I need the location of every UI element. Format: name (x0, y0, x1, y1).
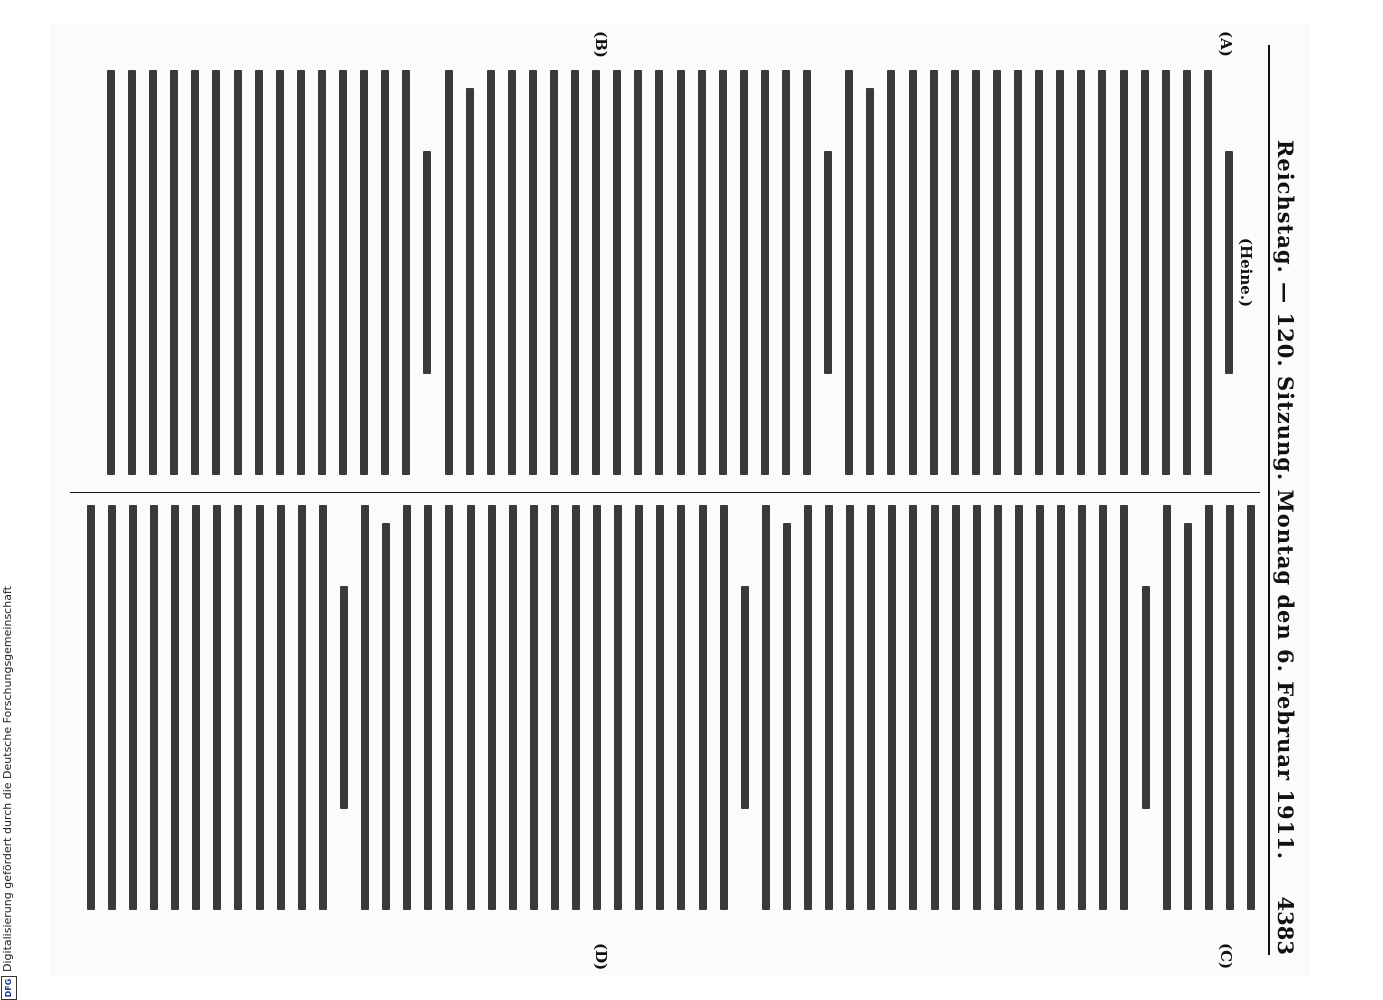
margin-letter-a: (A) (1217, 31, 1235, 57)
text-line-placeholder (192, 505, 200, 910)
text-line-placeholder (318, 70, 326, 475)
column-divider (70, 492, 1260, 493)
text-line-placeholder (1077, 70, 1085, 475)
text-line-placeholder (382, 523, 390, 910)
text-line-placeholder (1035, 70, 1043, 475)
text-line-placeholder (803, 70, 811, 475)
header-title: Reichstag. — 120. Sitzung. Montag den 6. Februar 1911. (1273, 139, 1298, 861)
digitization-credit-text: Digitalisierung gefördert durch die Deutsche Forschungsgemeinschaft (1, 586, 14, 972)
text-line-placeholder (804, 505, 812, 910)
text-line-placeholder (782, 70, 790, 475)
text-line-placeholder (255, 70, 263, 475)
text-line-placeholder (635, 505, 643, 910)
text-line-placeholder (551, 505, 559, 910)
text-line-placeholder (213, 505, 221, 910)
text-line-placeholder (1057, 505, 1065, 910)
text-line-placeholder (1120, 70, 1128, 475)
text-line-placeholder (1014, 70, 1022, 475)
dfg-logo: DFG (1, 976, 17, 1000)
text-line-placeholder (402, 70, 410, 475)
text-line-placeholder (508, 70, 516, 475)
speaker-label: (Heine.) (1237, 237, 1255, 308)
text-line-placeholder (952, 505, 960, 910)
text-line-placeholder (720, 505, 728, 910)
text-column-left (75, 70, 1255, 475)
text-line-placeholder (191, 70, 199, 475)
text-lines (87, 505, 1255, 910)
text-line-placeholder (845, 70, 853, 475)
text-line-placeholder (1099, 505, 1107, 910)
text-line-placeholder (424, 505, 432, 910)
text-line-placeholder (466, 88, 474, 475)
text-line-placeholder (381, 70, 389, 475)
text-line-placeholder (571, 70, 579, 475)
text-line-placeholder (973, 505, 981, 910)
text-line-placeholder (550, 70, 558, 475)
text-line-placeholder (423, 151, 431, 374)
text-line-placeholder (150, 505, 158, 910)
page-number: 4383 (1273, 896, 1298, 955)
text-line-placeholder (340, 586, 348, 809)
text-line-placeholder (761, 70, 769, 475)
text-line-placeholder (699, 505, 707, 910)
text-line-placeholder (277, 505, 285, 910)
text-line-placeholder (1142, 586, 1150, 809)
text-line-placeholder (235, 505, 243, 910)
text-lines (107, 70, 1233, 475)
text-line-placeholder (825, 505, 833, 910)
text-line-placeholder (1247, 505, 1255, 910)
text-line-placeholder (488, 505, 496, 910)
text-line-placeholder (1078, 505, 1086, 910)
text-line-placeholder (1056, 70, 1064, 475)
text-line-placeholder (572, 505, 580, 910)
text-line-placeholder (276, 70, 284, 475)
margin-letter-d: (D) (592, 943, 610, 971)
text-line-placeholder (445, 505, 453, 910)
text-line-placeholder (951, 70, 959, 475)
text-line-placeholder (993, 70, 1001, 475)
text-line-placeholder (171, 505, 179, 910)
text-line-placeholder (108, 505, 116, 910)
text-line-placeholder (930, 70, 938, 475)
text-line-placeholder (1141, 70, 1149, 475)
text-line-placeholder (1163, 505, 1171, 910)
text-line-placeholder (1226, 505, 1234, 910)
text-line-placeholder (909, 70, 917, 475)
text-line-placeholder (1205, 505, 1213, 910)
text-line-placeholder (129, 505, 137, 910)
text-line-placeholder (339, 70, 347, 475)
text-line-placeholder (360, 70, 368, 475)
running-header (1268, 45, 1300, 955)
text-line-placeholder (888, 505, 896, 910)
text-line-placeholder (403, 505, 411, 910)
text-line-placeholder (719, 70, 727, 475)
text-line-placeholder (741, 586, 749, 809)
text-line-placeholder (783, 523, 791, 910)
text-line-placeholder (931, 505, 939, 910)
text-line-placeholder (530, 505, 538, 910)
text-line-placeholder (698, 70, 706, 475)
text-line-placeholder (509, 505, 517, 910)
text-line-placeholder (149, 70, 157, 475)
text-line-placeholder (234, 70, 242, 475)
text-line-placeholder (866, 88, 874, 475)
text-line-placeholder (170, 70, 178, 475)
text-column-right (75, 505, 1255, 910)
digitization-credit (0, 586, 16, 1000)
text-line-placeholder (1098, 70, 1106, 475)
text-line-placeholder (592, 70, 600, 475)
text-line-placeholder (1204, 70, 1212, 475)
text-line-placeholder (128, 70, 136, 475)
text-line-placeholder (677, 505, 685, 910)
text-line-placeholder (824, 151, 832, 374)
document-page (50, 25, 1310, 975)
text-line-placeholder (846, 505, 854, 910)
text-line-placeholder (677, 70, 685, 475)
text-line-placeholder (487, 70, 495, 475)
text-line-placeholder (297, 70, 305, 475)
text-line-placeholder (614, 505, 622, 910)
text-line-placeholder (888, 70, 896, 475)
margin-letter-c: (C) (1217, 943, 1235, 970)
text-line-placeholder (655, 70, 663, 475)
text-line-placeholder (213, 70, 221, 475)
margin-letter-b: (B) (592, 31, 610, 58)
text-line-placeholder (910, 505, 918, 910)
text-line-placeholder (361, 505, 369, 910)
text-line-placeholder (867, 505, 875, 910)
text-line-placeholder (445, 70, 453, 475)
text-line-placeholder (87, 505, 95, 910)
text-line-placeholder (972, 70, 980, 475)
text-line-placeholder (256, 505, 264, 910)
text-line-placeholder (656, 505, 664, 910)
text-line-placeholder (1225, 151, 1233, 374)
text-line-placeholder (107, 70, 115, 475)
text-line-placeholder (1015, 505, 1023, 910)
text-line-placeholder (1120, 505, 1128, 910)
text-line-placeholder (613, 70, 621, 475)
text-line-placeholder (1184, 523, 1192, 910)
text-line-placeholder (1036, 505, 1044, 910)
text-line-placeholder (593, 505, 601, 910)
text-line-placeholder (298, 505, 306, 910)
text-line-placeholder (762, 505, 770, 910)
text-line-placeholder (319, 505, 327, 910)
text-line-placeholder (740, 70, 748, 475)
text-line-placeholder (529, 70, 537, 475)
text-line-placeholder (1183, 70, 1191, 475)
text-line-placeholder (634, 70, 642, 475)
text-line-placeholder (467, 505, 475, 910)
text-line-placeholder (994, 505, 1002, 910)
text-line-placeholder (1162, 70, 1170, 475)
